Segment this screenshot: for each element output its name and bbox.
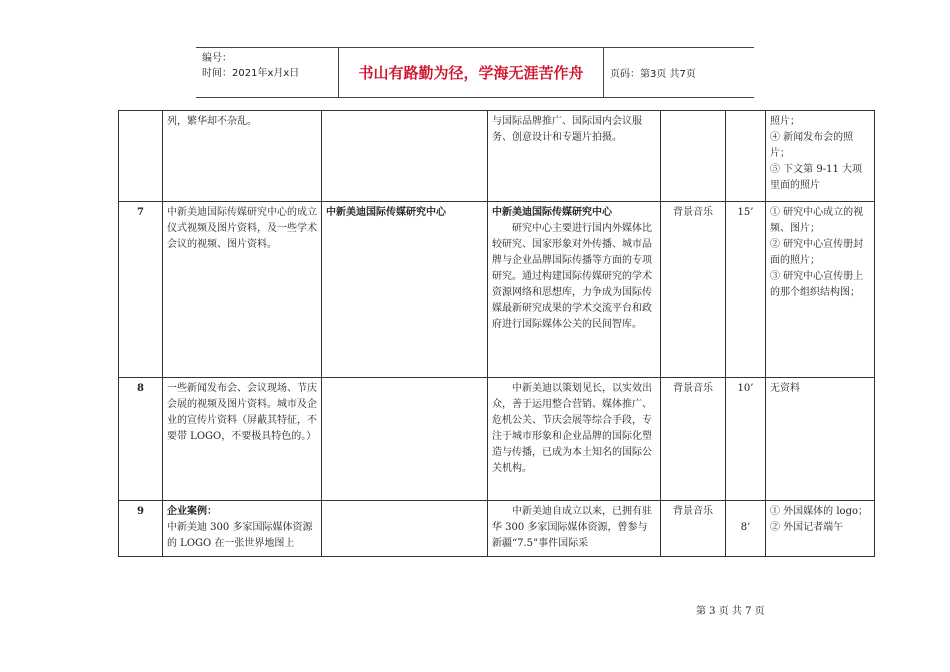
note-line: ② 研究中心宣传册封面的照片； bbox=[770, 239, 864, 266]
material-cell bbox=[163, 501, 322, 557]
name-cell bbox=[322, 111, 488, 202]
music-cell: 背景音乐 bbox=[661, 378, 726, 501]
notes-cell bbox=[766, 501, 875, 557]
narration-cell: 与国际品牌推广、国际国内会议服务、创意设计和专题片拍摄。 bbox=[488, 111, 661, 202]
table-row bbox=[119, 501, 875, 557]
material-cell: 列，繁华却不杂乱。 bbox=[163, 111, 322, 202]
script-table bbox=[118, 110, 875, 557]
material-cell: 一些新闻发布会、会议现场、节庆会展的视频及图片资料。城市及企业的宣传片资料（屏蔽其特征，不要带 LOGO，不要极具特色的。） bbox=[163, 378, 322, 501]
name-cell bbox=[322, 378, 488, 501]
name-cell bbox=[322, 501, 488, 557]
material-title: 企业案例： bbox=[167, 506, 217, 517]
narration-cell: 中新美迪以策划见长，以实效出众，善于运用整合营销、媒体推广、危机公关、节庆会展等综合手段，专注于城市形象和企业品牌的国际化塑造与传播，已成为本土知名的国际公关机构。 bbox=[488, 378, 661, 501]
table-row bbox=[119, 111, 875, 202]
row-number bbox=[119, 111, 163, 202]
music-cell: 背景音乐 bbox=[661, 202, 726, 378]
row-number: 7 bbox=[119, 202, 163, 378]
name-cell: 中新美迪国际传媒研究中心 bbox=[322, 202, 488, 378]
note-line: ④ 新闻发布会的照片； bbox=[770, 132, 854, 159]
narration-text: 研究中心主要进行国内外媒体比较研究、国家形象对外传播、城市品牌与企业品牌国际传播等方面的专项研究。通过构建国际传媒研究的学术资源网络和思想库，力争成为国际传媒最新研究成果的学术交流平台和政府进行国际媒体公关的民间智库。 bbox=[492, 223, 652, 330]
note-line: 无资料 bbox=[770, 383, 800, 394]
note-line: ② 外国记者端午 bbox=[770, 522, 844, 533]
number-label: 编号： bbox=[202, 53, 232, 64]
note-line: ⑤ 下文第 9-11 大项里面的照片 bbox=[770, 164, 863, 191]
time-label: 时间：2021年x月x日 bbox=[202, 68, 300, 79]
material-text: 中新美迪 300 多家国际媒体资源的 LOGO 在一张世界地图上 bbox=[167, 522, 313, 549]
note-line: ③ 研究中心宣传册上的那个组织结构图； bbox=[770, 271, 864, 298]
table-row bbox=[119, 378, 875, 501]
duration-cell: 10’ bbox=[726, 378, 766, 501]
note-line: ① 外国媒体的 logo； bbox=[770, 506, 868, 517]
notes-cell bbox=[766, 378, 875, 501]
page-footer: 第 3 页 共 7 页 bbox=[696, 606, 765, 617]
note-line: 照片； bbox=[770, 116, 800, 127]
duration-cell bbox=[726, 501, 766, 557]
music-cell: 背景音乐 bbox=[661, 501, 726, 557]
row-number: 9 bbox=[119, 501, 163, 557]
page-header bbox=[196, 47, 754, 98]
duration-value: 8’ bbox=[740, 522, 751, 533]
narration-title: 中新美迪国际传媒研究中心 bbox=[492, 207, 612, 218]
notes-cell bbox=[766, 202, 875, 378]
notes-cell bbox=[766, 111, 875, 202]
note-line: ① 研究中心成立的视频、图片； bbox=[770, 207, 864, 234]
narration-cell bbox=[488, 202, 661, 378]
page-label: 页码：第3页 共7页 bbox=[610, 69, 696, 80]
duration-cell bbox=[726, 111, 766, 202]
header-meta bbox=[196, 48, 339, 97]
header-motto: 书山有路勤为径，学海无涯苦作舟 bbox=[339, 48, 604, 97]
material-cell: 中新美迪国际传媒研究中心的成立仪式视频及图片资料，及一些学术会议的视频、图片资料。 bbox=[163, 202, 322, 378]
table-row bbox=[119, 202, 875, 378]
narration-cell: 中新美迪自成立以来，已拥有驻华 300 多家国际媒体资源，曾参与新疆“7.5”事件国际采 bbox=[488, 501, 661, 557]
music-cell bbox=[661, 111, 726, 202]
row-number: 8 bbox=[119, 378, 163, 501]
duration-cell: 15’ bbox=[726, 202, 766, 378]
